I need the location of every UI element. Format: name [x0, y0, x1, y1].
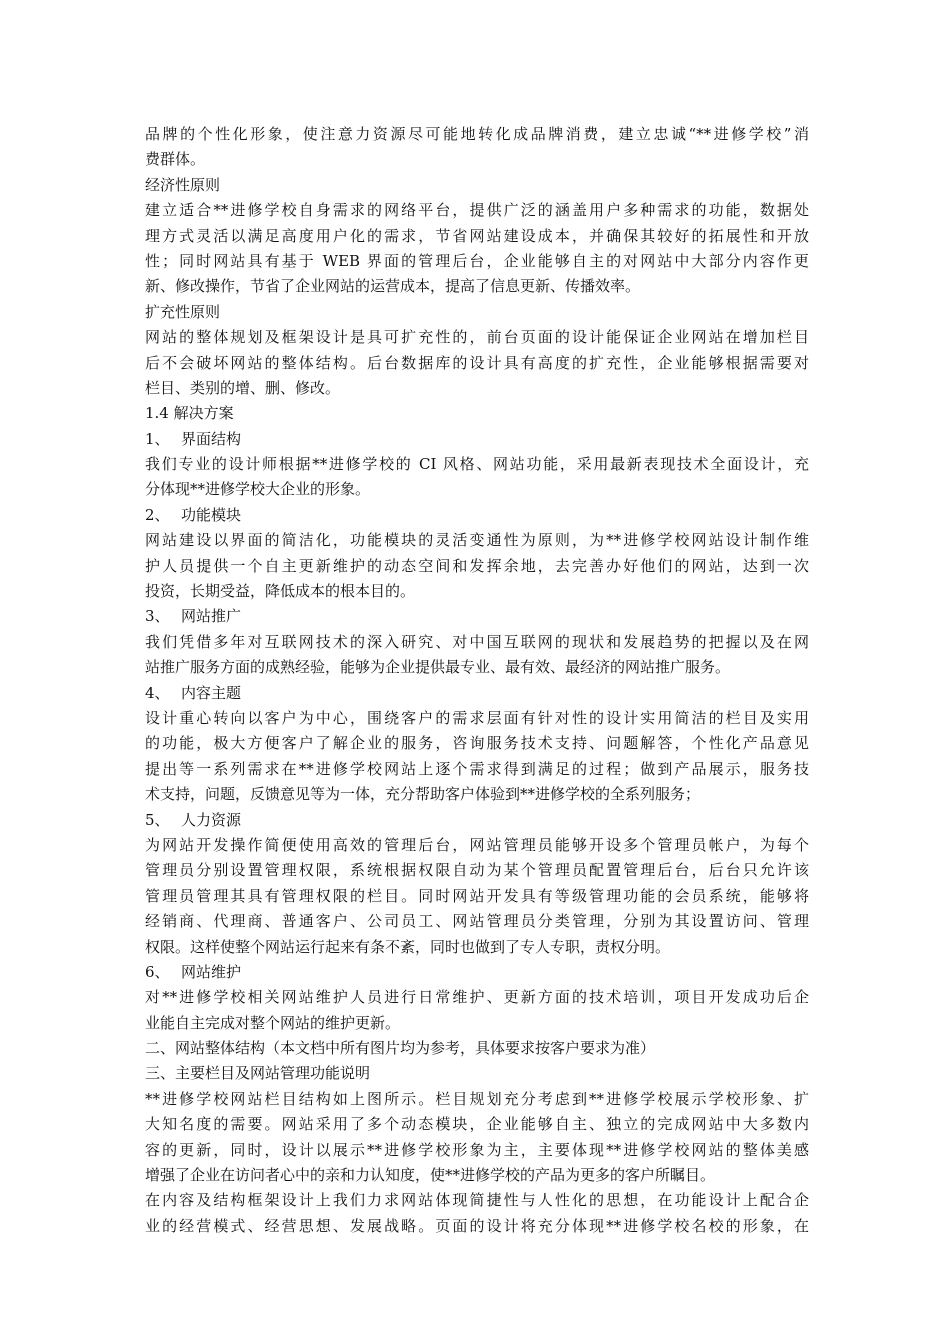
text-line — [145, 884, 809, 909]
document-page — [145, 122, 809, 1239]
section-number: 5、 — [145, 810, 170, 829]
text-line — [145, 858, 809, 883]
line-text: 内容主题 — [181, 683, 242, 702]
text-line — [145, 655, 809, 680]
text-line — [145, 173, 809, 198]
text-line — [145, 1087, 809, 1112]
text-line — [145, 452, 809, 477]
line-text: 管理员分别设置管理权限，系统根据权限自动为某个管理员配置管理后台，后台只允许该 — [145, 861, 809, 880]
text-line — [145, 198, 809, 223]
line-text: 术支持，问题，反馈意见等为一体，充分帮助客户体验到**进修学校的全系列服务； — [145, 785, 701, 804]
line-text: 增强了企业在访问者心中的亲和力认知度，使**进修学校的产品为更多的客户所瞩目。 — [145, 1166, 716, 1185]
text-line — [145, 909, 809, 934]
section-number: 3、 — [145, 607, 170, 626]
text-line — [145, 300, 809, 325]
line-text: 对**进修学校相关网站维护人员进行日常维护、更新方面的技术培训，项目开发成功后企 — [145, 988, 809, 1007]
line-text: 网站的整体规划及框架设计是具可扩充性的，前台页面的设计能保证企业网站在增加栏目 — [145, 328, 809, 347]
text-line — [145, 274, 809, 299]
text-line — [145, 528, 809, 553]
section-heading-line — [145, 604, 809, 629]
text-line — [145, 782, 809, 807]
text-line — [145, 731, 809, 756]
line-text: 经济性原则 — [145, 175, 221, 194]
text-line — [145, 1188, 809, 1213]
text-line — [145, 935, 809, 960]
text-line — [145, 249, 809, 274]
text-line — [145, 147, 809, 172]
line-text: 人力资源 — [181, 810, 242, 829]
text-line — [145, 1214, 809, 1239]
line-text: 网站维护 — [181, 962, 242, 981]
text-line — [145, 1036, 809, 1061]
text-line — [145, 376, 809, 401]
text-line — [145, 630, 809, 655]
line-text: 护人员提供一个自主更新维护的动态空间和发挥余地，去完善办好他们的网站，达到一次 — [145, 556, 809, 575]
line-text: 的功能，极大方便客户了解企业的服务，咨询服务技术支持、问题解答，个性化产品意见 — [145, 734, 809, 753]
line-text: 三、主要栏目及网站管理功能说明 — [145, 1064, 371, 1083]
line-text: 分体现**进修学校大企业的形象。 — [145, 480, 371, 499]
line-text: 理方式灵活以满足高度用户化的需求，节省网站建设成本，并确保其较好的拓展性和开放 — [145, 226, 809, 245]
line-text: 投资，长期受益，降低成本的根本目的。 — [145, 582, 416, 601]
line-text: 功能模块 — [181, 505, 242, 524]
line-text: 新、修改操作，节省了企业网站的运营成本，提高了信息更新、传播效率。 — [145, 277, 641, 296]
text-line — [145, 401, 809, 426]
line-text: 提出等一系列需求在**进修学校网站上逐个需求得到满足的过程；做到产品展示，服务技 — [145, 759, 809, 778]
text-line — [145, 351, 809, 376]
line-text: 扩充性原则 — [145, 302, 221, 321]
section-heading-line — [145, 808, 809, 833]
line-text: 业能自主完成对整个网站的维护更新。 — [145, 1013, 401, 1032]
line-text: 界面结构 — [181, 429, 242, 448]
section-heading-line — [145, 427, 809, 452]
text-line — [145, 1061, 809, 1086]
section-number: 1、 — [145, 429, 170, 448]
text-line — [145, 985, 809, 1010]
line-text: 权限。这样使整个网站运行起来有条不紊，同时也做到了专人专职，责权分明。 — [145, 937, 671, 956]
section-number: 4、 — [145, 683, 170, 702]
text-line — [145, 833, 809, 858]
text-line — [145, 757, 809, 782]
line-text: 管理员管理其具有管理权限的栏目。同时网站开发具有等级管理功能的会员系统，能够将 — [145, 886, 809, 905]
line-text: 我们专业的设计师根据**进修学校的 CI 风格、网站功能，采用最新表现技术全面设计，充 — [145, 455, 809, 474]
line-text: 我们凭借多年对互联网技术的深入研究、对中国互联网的现状和发展趋势的把握以及在网 — [145, 632, 809, 651]
text-line — [145, 706, 809, 731]
line-text: **进修学校网站栏目结构如上图所示。栏目规划充分考虑到**进修学校展示学校形象、扩 — [145, 1089, 809, 1108]
section-heading-line — [145, 681, 809, 706]
section-number: 2、 — [145, 505, 170, 524]
text-line — [145, 1112, 809, 1137]
line-text: 设计重心转向以客户为中心，围绕客户的需求层面有针对性的设计实用简洁的栏目及实用 — [145, 708, 809, 727]
line-text: 栏目、类别的增、删、修改。 — [145, 378, 341, 397]
line-text: 在内容及结构框架设计上我们力求网站体现简捷性与人性化的思想，在功能设计上配合企 — [145, 1191, 809, 1210]
line-text: 网站推广 — [181, 607, 242, 626]
text-line — [145, 554, 809, 579]
line-text: 后不会破坏网站的整体结构。后台数据库的设计具有高度的扩充性，企业能够根据需要对 — [145, 353, 809, 372]
line-text: 业的经营模式、经营思想、发展战略。页面的设计将充分体现**进修学校名校的形象，在 — [145, 1216, 809, 1235]
line-text: 品牌的个性化形象，使注意力资源尽可能地转化成品牌消费，建立忠诚“**进修学校”消 — [145, 125, 809, 143]
text-line — [145, 1138, 809, 1163]
text-line — [145, 122, 809, 147]
line-text: 建立适合**进修学校自身需求的网络平台，提供广泛的涵盖用户多种需求的功能，数据处 — [145, 201, 809, 220]
section-heading-line — [145, 503, 809, 528]
text-line — [145, 1163, 809, 1188]
line-text: 容的更新，同时，设计以展示**进修学校形象为主，主要体现**进修学校网站的整体美感 — [145, 1140, 809, 1159]
line-text: 网站建设以界面的简洁化，功能模块的灵活变通性为原则，为**进修学校网站设计制作维 — [145, 531, 809, 550]
text-line — [145, 325, 809, 350]
text-line — [145, 1011, 809, 1036]
line-text: 1.4 解决方案 — [145, 404, 234, 423]
section-heading-line — [145, 960, 809, 985]
line-text: 费群体。 — [145, 150, 206, 169]
section-number: 6、 — [145, 962, 170, 981]
line-text: 为网站开发操作简便使用高效的管理后台，网站管理员能够开设多个管理员帐户，为每个 — [145, 835, 809, 854]
line-text: 二、网站整体结构（本文档中所有图片均为参考，具体要求按客户要求为准） — [145, 1039, 656, 1058]
line-text: 性；同时网站具有基于 WEB 界面的管理后台，企业能够自主的对网站中大部分内容作更 — [145, 251, 809, 270]
line-text: 经销商、代理商、普通客户、公司员工、网站管理员分类管理，分别为其设置访问、管理 — [145, 912, 809, 931]
text-line — [145, 579, 809, 604]
line-text: 大知名度的需要。网站采用了多个动态模块，企业能够自主、独立的完成网站中大多数内 — [145, 1115, 809, 1134]
text-line — [145, 477, 809, 502]
text-line — [145, 224, 809, 249]
line-text: 站推广服务方面的成熟经验，能够为企业提供最专业、最有效、最经济的网站推广服务。 — [145, 658, 731, 677]
